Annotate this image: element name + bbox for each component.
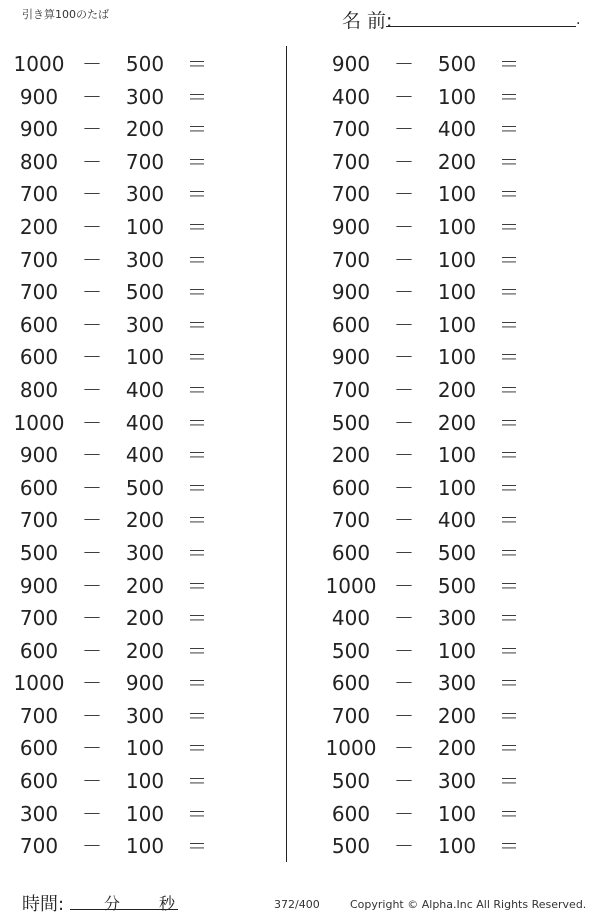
- minus-sign: －: [82, 606, 102, 631]
- minuend: 600: [331, 801, 371, 826]
- name-line-dot: .: [576, 12, 581, 28]
- equals-sign: ＝: [187, 84, 207, 109]
- minuend: 900: [331, 345, 371, 370]
- problem-row: [320, 732, 590, 765]
- subtrahend: 100: [437, 638, 477, 663]
- equals-sign: ＝: [499, 834, 519, 859]
- page-number: 372/400: [274, 898, 320, 911]
- problem-row: [8, 439, 278, 472]
- equals-sign: ＝: [499, 52, 519, 76]
- subtrahend: 100: [437, 214, 477, 239]
- equals-sign: ＝: [187, 280, 207, 305]
- subtrahend: 400: [125, 410, 165, 435]
- minus-sign: －: [82, 84, 102, 109]
- equals-sign: ＝: [499, 247, 519, 272]
- equals-sign: ＝: [187, 345, 207, 370]
- minuend: 900: [331, 280, 371, 305]
- subtrahend: 400: [437, 508, 477, 533]
- problem-row: [8, 798, 278, 831]
- problem-row: [8, 765, 278, 798]
- problem-row: [8, 570, 278, 603]
- problem-row: [8, 146, 278, 179]
- subtrahend: 300: [125, 312, 165, 337]
- problem-row: [8, 830, 278, 863]
- problem-row: [320, 830, 590, 863]
- subtrahend: 900: [125, 671, 165, 696]
- subtrahend: 100: [437, 280, 477, 305]
- equals-sign: ＝: [499, 117, 519, 142]
- equals-sign: ＝: [187, 638, 207, 663]
- equals-sign: ＝: [499, 508, 519, 533]
- minus-sign: －: [82, 671, 102, 696]
- minuend: 900: [331, 214, 371, 239]
- subtrahend: 300: [437, 769, 477, 794]
- problem-row: [320, 81, 590, 114]
- subtrahend: 300: [125, 84, 165, 109]
- minuend: 600: [331, 671, 371, 696]
- equals-sign: ＝: [187, 312, 207, 337]
- minuend: 500: [331, 410, 371, 435]
- minus-sign: －: [82, 834, 102, 859]
- minuend: 600: [19, 736, 59, 761]
- minuend: 500: [331, 834, 371, 859]
- minus-sign: －: [82, 410, 102, 435]
- problem-row: [320, 667, 590, 700]
- minus-sign: －: [82, 149, 102, 174]
- minuend: 700: [19, 834, 59, 859]
- minuend: 700: [19, 247, 59, 272]
- subtrahend: 200: [437, 410, 477, 435]
- minus-sign: －: [82, 312, 102, 337]
- minuend: 700: [331, 117, 371, 142]
- minus-sign: －: [82, 345, 102, 370]
- problem-row: [320, 765, 590, 798]
- equals-sign: ＝: [187, 671, 207, 696]
- problem-row: [320, 374, 590, 407]
- minus-sign: －: [82, 377, 102, 402]
- equals-sign: ＝: [187, 149, 207, 174]
- equals-sign: ＝: [187, 606, 207, 631]
- subtrahend: 200: [437, 703, 477, 728]
- subtrahend: 200: [125, 508, 165, 533]
- problem-row: [320, 309, 590, 342]
- minuend: 400: [331, 606, 371, 631]
- problem-row: [8, 537, 278, 570]
- equals-sign: ＝: [187, 736, 207, 761]
- subtrahend: 100: [437, 475, 477, 500]
- minus-sign: －: [82, 801, 102, 826]
- minus-sign: －: [394, 149, 414, 174]
- problem-row: [8, 472, 278, 505]
- equals-sign: ＝: [499, 149, 519, 174]
- problem-row: [8, 374, 278, 407]
- subtrahend: 200: [437, 377, 477, 402]
- equals-sign: ＝: [499, 345, 519, 370]
- minuend: 500: [19, 540, 59, 565]
- subtrahend: 100: [125, 736, 165, 761]
- minus-sign: －: [82, 769, 102, 794]
- subtrahend: 400: [125, 443, 165, 468]
- subtrahend: 200: [125, 606, 165, 631]
- minus-sign: －: [394, 345, 414, 370]
- minuend: 700: [331, 703, 371, 728]
- minuend: 900: [19, 84, 59, 109]
- minuend: 700: [331, 182, 371, 207]
- equals-sign: ＝: [499, 736, 519, 761]
- subtrahend: 200: [125, 573, 165, 598]
- minuend: 700: [19, 280, 59, 305]
- minus-sign: －: [82, 280, 102, 305]
- minus-sign: －: [394, 280, 414, 305]
- left-problem-column: [8, 48, 278, 863]
- right-problem-column: [320, 48, 590, 863]
- minuend: 700: [331, 149, 371, 174]
- subtrahend: 400: [437, 117, 477, 142]
- minus-sign: －: [82, 573, 102, 598]
- minus-sign: －: [394, 84, 414, 109]
- minus-sign: －: [82, 182, 102, 207]
- problem-row: [8, 602, 278, 635]
- problem-row: [8, 732, 278, 765]
- subtrahend: 500: [437, 573, 477, 598]
- minuend: 600: [19, 769, 59, 794]
- minuend: 200: [19, 214, 59, 239]
- minus-sign: －: [82, 508, 102, 533]
- equals-sign: ＝: [187, 52, 207, 76]
- subtrahend: 100: [437, 84, 477, 109]
- equals-sign: ＝: [499, 606, 519, 631]
- equals-sign: ＝: [499, 638, 519, 663]
- equals-sign: ＝: [187, 475, 207, 500]
- equals-sign: ＝: [187, 834, 207, 859]
- equals-sign: ＝: [499, 540, 519, 565]
- problem-row: [320, 700, 590, 733]
- minus-sign: －: [394, 508, 414, 533]
- minuend: 1000: [13, 671, 65, 696]
- minus-sign: －: [394, 214, 414, 239]
- minuend: 700: [19, 606, 59, 631]
- problem-row: [8, 504, 278, 537]
- problem-row: [8, 178, 278, 211]
- subtrahend: 100: [437, 801, 477, 826]
- minus-sign: －: [394, 117, 414, 142]
- minus-sign: －: [394, 606, 414, 631]
- subtrahend: 500: [125, 52, 165, 76]
- minuend: 900: [331, 52, 371, 76]
- subtrahend: 100: [125, 769, 165, 794]
- minus-sign: －: [82, 703, 102, 728]
- problem-row: [8, 81, 278, 114]
- problem-row: [320, 798, 590, 831]
- equals-sign: ＝: [499, 475, 519, 500]
- subtrahend: 200: [437, 149, 477, 174]
- subtrahend: 500: [125, 280, 165, 305]
- minus-sign: －: [394, 834, 414, 859]
- minuend: 800: [19, 149, 59, 174]
- name-field-line[interactable]: [386, 26, 576, 27]
- problem-row: [320, 504, 590, 537]
- equals-sign: ＝: [187, 214, 207, 239]
- subtrahend: 100: [437, 247, 477, 272]
- problem-row: [320, 146, 590, 179]
- minuend: 1000: [13, 52, 65, 76]
- problem-row: [8, 276, 278, 309]
- minuend: 700: [19, 508, 59, 533]
- subtrahend: 100: [125, 834, 165, 859]
- problem-row: [320, 635, 590, 668]
- column-divider: [286, 46, 287, 862]
- minutes-label: 分: [104, 894, 121, 913]
- minuend: 400: [331, 84, 371, 109]
- minus-sign: －: [394, 410, 414, 435]
- minuend: 600: [331, 540, 371, 565]
- equals-sign: ＝: [187, 801, 207, 826]
- minus-sign: －: [394, 573, 414, 598]
- minuend: 600: [19, 312, 59, 337]
- problem-row: [320, 341, 590, 374]
- subtrahend: 500: [437, 52, 477, 76]
- problem-row: [320, 407, 590, 440]
- problem-row: [8, 211, 278, 244]
- minuend: 600: [19, 638, 59, 663]
- subtrahend: 300: [125, 182, 165, 207]
- minus-sign: －: [394, 801, 414, 826]
- problem-row: [320, 602, 590, 635]
- minuend: 1000: [325, 736, 377, 761]
- minuend: 600: [331, 475, 371, 500]
- minus-sign: －: [394, 703, 414, 728]
- minuend: 1000: [325, 573, 377, 598]
- subtrahend: 100: [437, 443, 477, 468]
- problem-row: [8, 48, 278, 81]
- equals-sign: ＝: [499, 377, 519, 402]
- problem-row: [8, 341, 278, 374]
- subtrahend: 300: [125, 247, 165, 272]
- minuend: 700: [19, 182, 59, 207]
- equals-sign: ＝: [187, 377, 207, 402]
- minuend: 1000: [13, 410, 65, 435]
- equals-sign: ＝: [499, 573, 519, 598]
- subtrahend: 300: [437, 606, 477, 631]
- subtrahend: 500: [125, 475, 165, 500]
- minus-sign: －: [394, 182, 414, 207]
- worksheet-title: 引き算100のたば: [22, 8, 109, 21]
- equals-sign: ＝: [187, 703, 207, 728]
- equals-sign: ＝: [499, 214, 519, 239]
- name-label: 名 前:: [342, 10, 393, 32]
- equals-sign: ＝: [499, 801, 519, 826]
- minuend: 600: [19, 475, 59, 500]
- minus-sign: －: [394, 52, 414, 76]
- minuend: 900: [19, 117, 59, 142]
- problem-row: [320, 537, 590, 570]
- minus-sign: －: [394, 443, 414, 468]
- minus-sign: －: [82, 475, 102, 500]
- minus-sign: －: [394, 540, 414, 565]
- subtrahend: 200: [125, 117, 165, 142]
- minuend: 800: [19, 377, 59, 402]
- minus-sign: －: [82, 638, 102, 663]
- problem-row: [320, 113, 590, 146]
- problem-row: [8, 635, 278, 668]
- equals-sign: ＝: [187, 540, 207, 565]
- equals-sign: ＝: [499, 280, 519, 305]
- equals-sign: ＝: [499, 84, 519, 109]
- minus-sign: －: [82, 214, 102, 239]
- subtrahend: 100: [437, 182, 477, 207]
- problem-row: [8, 667, 278, 700]
- equals-sign: ＝: [499, 671, 519, 696]
- subtrahend: 100: [437, 312, 477, 337]
- minus-sign: －: [394, 671, 414, 696]
- subtrahend: 100: [437, 834, 477, 859]
- equals-sign: ＝: [187, 410, 207, 435]
- subtrahend: 100: [125, 214, 165, 239]
- problem-row: [320, 276, 590, 309]
- minuend: 600: [19, 345, 59, 370]
- minuend: 300: [19, 801, 59, 826]
- problem-row: [320, 211, 590, 244]
- minus-sign: －: [82, 247, 102, 272]
- minuend: 900: [19, 573, 59, 598]
- problem-row: [8, 244, 278, 277]
- equals-sign: ＝: [499, 703, 519, 728]
- subtrahend: 100: [125, 345, 165, 370]
- minus-sign: －: [82, 443, 102, 468]
- minuend: 500: [331, 769, 371, 794]
- subtrahend: 300: [437, 671, 477, 696]
- minuend: 600: [331, 312, 371, 337]
- equals-sign: ＝: [187, 508, 207, 533]
- minus-sign: －: [394, 736, 414, 761]
- problem-row: [320, 439, 590, 472]
- minuend: 500: [331, 638, 371, 663]
- equals-sign: ＝: [187, 443, 207, 468]
- equals-sign: ＝: [499, 410, 519, 435]
- minus-sign: －: [82, 540, 102, 565]
- problem-row: [8, 700, 278, 733]
- minus-sign: －: [82, 736, 102, 761]
- subtrahend: 300: [125, 540, 165, 565]
- problem-row: [8, 113, 278, 146]
- subtrahend: 400: [125, 377, 165, 402]
- minus-sign: －: [82, 117, 102, 142]
- equals-sign: ＝: [499, 312, 519, 337]
- problem-row: [320, 244, 590, 277]
- minuend: 200: [331, 443, 371, 468]
- subtrahend: 100: [125, 801, 165, 826]
- problem-row: [320, 570, 590, 603]
- minus-sign: －: [394, 312, 414, 337]
- copyright-text: Copyright © Alpha.Inc All Rights Reserved.: [350, 898, 587, 911]
- problem-row: [8, 407, 278, 440]
- equals-sign: ＝: [187, 117, 207, 142]
- equals-sign: ＝: [187, 247, 207, 272]
- equals-sign: ＝: [187, 182, 207, 207]
- problem-row: [320, 48, 590, 81]
- minuend: 700: [331, 247, 371, 272]
- minus-sign: －: [394, 377, 414, 402]
- subtrahend: 200: [437, 736, 477, 761]
- equals-sign: ＝: [499, 182, 519, 207]
- equals-sign: ＝: [187, 769, 207, 794]
- subtrahend: 500: [437, 540, 477, 565]
- minus-sign: －: [394, 638, 414, 663]
- minus-sign: －: [394, 247, 414, 272]
- subtrahend: 200: [125, 638, 165, 663]
- minus-sign: －: [82, 52, 102, 76]
- subtrahend: 700: [125, 149, 165, 174]
- equals-sign: ＝: [499, 769, 519, 794]
- subtrahend: 300: [125, 703, 165, 728]
- equals-sign: ＝: [187, 573, 207, 598]
- time-label: 時間:: [22, 894, 65, 915]
- problem-row: [320, 472, 590, 505]
- minuend: 700: [331, 508, 371, 533]
- seconds-label: 秒: [159, 894, 176, 913]
- equals-sign: ＝: [499, 443, 519, 468]
- subtrahend: 100: [437, 345, 477, 370]
- problem-row: [320, 178, 590, 211]
- minuend: 700: [331, 377, 371, 402]
- minuend: 900: [19, 443, 59, 468]
- minus-sign: －: [394, 769, 414, 794]
- minus-sign: －: [394, 475, 414, 500]
- problem-row: [8, 309, 278, 342]
- minuend: 700: [19, 703, 59, 728]
